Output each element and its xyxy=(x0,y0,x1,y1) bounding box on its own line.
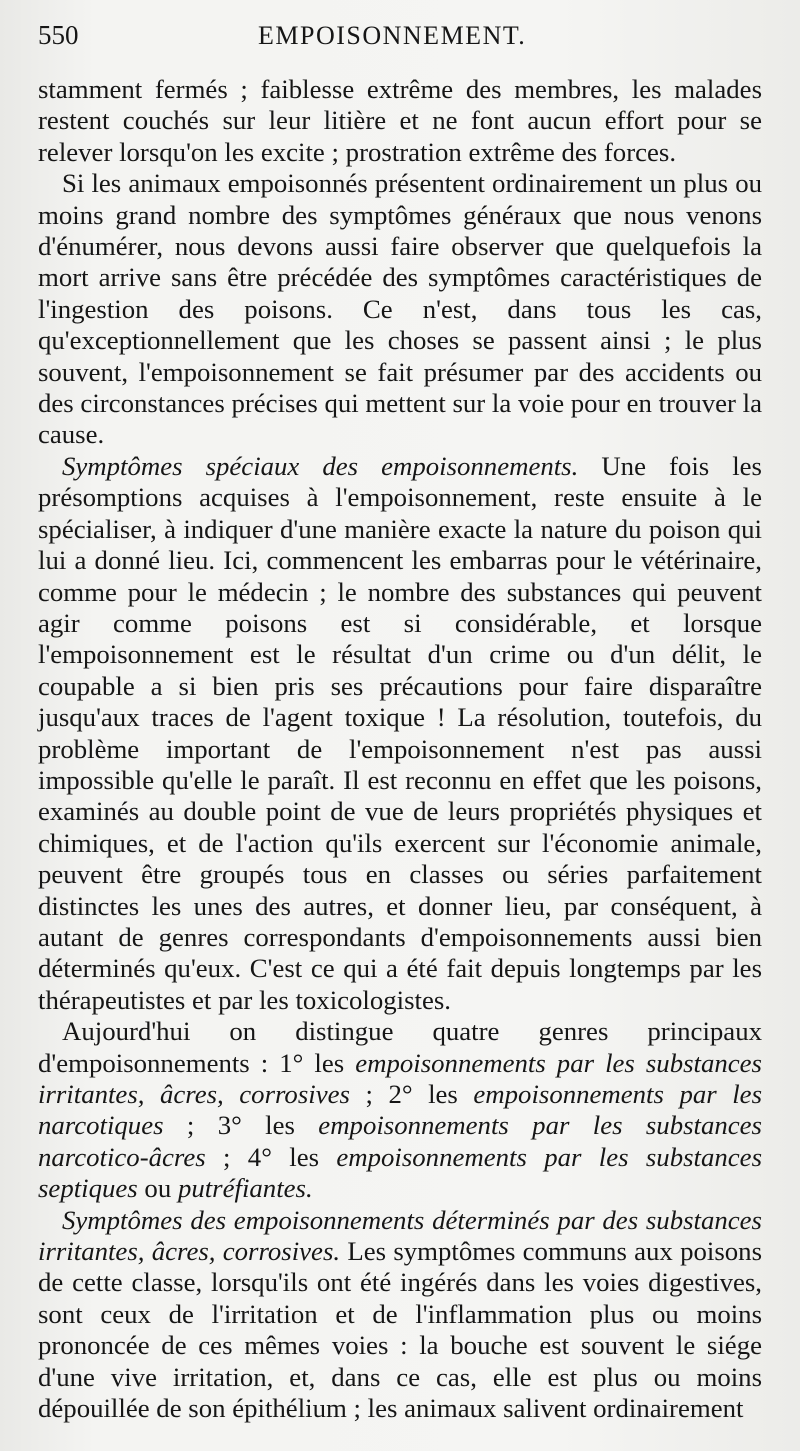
segment-italic: putréfiantes. xyxy=(177,1173,313,1204)
paragraph-text: stamment fermés ; faiblesse extrême des membres, les malades restent couchés sur leur litière et ne font aucun effort pour se relever lorsqu'on les excite ; prostration extrême des forces. xyxy=(38,74,762,167)
paragraph-5 xyxy=(38,1205,762,1425)
segment: ; 4° les xyxy=(205,1141,337,1172)
segment: ou xyxy=(137,1173,178,1204)
section-heading: Symptômes spéciaux des empoisonnements. xyxy=(62,450,579,481)
paragraph-1 xyxy=(38,74,762,168)
paragraph-text: Une fois les présomptions acquises à l'empoisonnement, reste ensuite à le spécialiser, à indiquer d'une manière exacte la nature du poison qui lui a donné lieu. Ici, commencent les embarras pour le vétérinaire, comme pour le médecin ; le nombre des substances qui peuvent agir comme poisons est si considérable, et lorsque l'empoisonnement est le résultat d'un crime ou d'un délit, le coupable a si bien pris ses précautions pour faire disparaître jusqu'aux traces de l'agent toxique ! La résolution, toutefois, du problème important de l'empoisonnement n'est pas aussi impossible qu'elle le paraît. Il est reconnu en effet que les poisons, examinés au double point de vue de leurs propriétés physiques et chimiques, et de l'action qu'ils exercent sur l'économie animale, peuvent être groupés tous en classes ou séries parfaitement distinctes les unes des autres, et donner lieu, par conséquent, à autant de genres correspondants d'empoisonnements aussi bien déterminés qu'eux. C'est ce qui a été fait depuis longtemps par les thérapeutistes et par les toxicologistes. xyxy=(38,450,762,1015)
paragraph-2 xyxy=(38,168,762,451)
running-head xyxy=(38,20,762,74)
section-heading: Symptômes des empoisonnements déterminés par des substances irritantes, âcres, corrosives. xyxy=(38,1204,762,1267)
segment-italic: empoisonnements par les narcotiques xyxy=(38,1079,762,1141)
paragraph-text: Si les animaux empoisonnés présentent ordinairement un plus ou moins grand nombre des symptômes généraux que nous venons d'énumérer, nous devons aussi faire observer que quelquefois la mort arrive sans être précédée des symptômes caractéristiques de l'ingestion des poisons. Ce n'est, dans tous les cas, qu'exceptionnellement que les choses se passent ainsi ; le plus souvent, l'empoisonnement se fait présumer par des accidents ou des circonstances précises qui mettent sur la voie pour en trouver la cause. xyxy=(38,168,763,450)
segment-italic: empoisonnements par les substances narcotico-âcres xyxy=(38,1110,762,1172)
segment: ; 2° les xyxy=(349,1079,474,1109)
segment: ; 3° les xyxy=(163,1110,319,1141)
page-number: 550 xyxy=(38,20,79,50)
paragraph-3 xyxy=(38,451,762,1016)
body-text xyxy=(38,74,762,1424)
segment-italic: empoisonnements par les substances septiques xyxy=(38,1141,762,1204)
segment: Aujourd'hui on distingue quatre genres principaux d'empoisonnements : 1° les xyxy=(38,1016,762,1078)
paragraph-4 xyxy=(38,1016,762,1204)
segment-italic: empoisonnements par les substances irritantes, âcres, corrosives xyxy=(38,1047,762,1109)
running-title: EMPOISONNEMENT. xyxy=(258,21,527,50)
paragraph-text: Les symptômes communs aux poisons de cette classe, lorsqu'ils ont été ingérés dans les voies digestives, sont ceux de l'irritation et de l'inflammation plus ou moins prononcée de ces mêmes voies : la bouche est souvent le siége d'une vive irritation, et, dans ce cas, elle est plus ou moins dépouillée de son épithélium ; les animaux salivent ordinairement xyxy=(38,1236,762,1424)
